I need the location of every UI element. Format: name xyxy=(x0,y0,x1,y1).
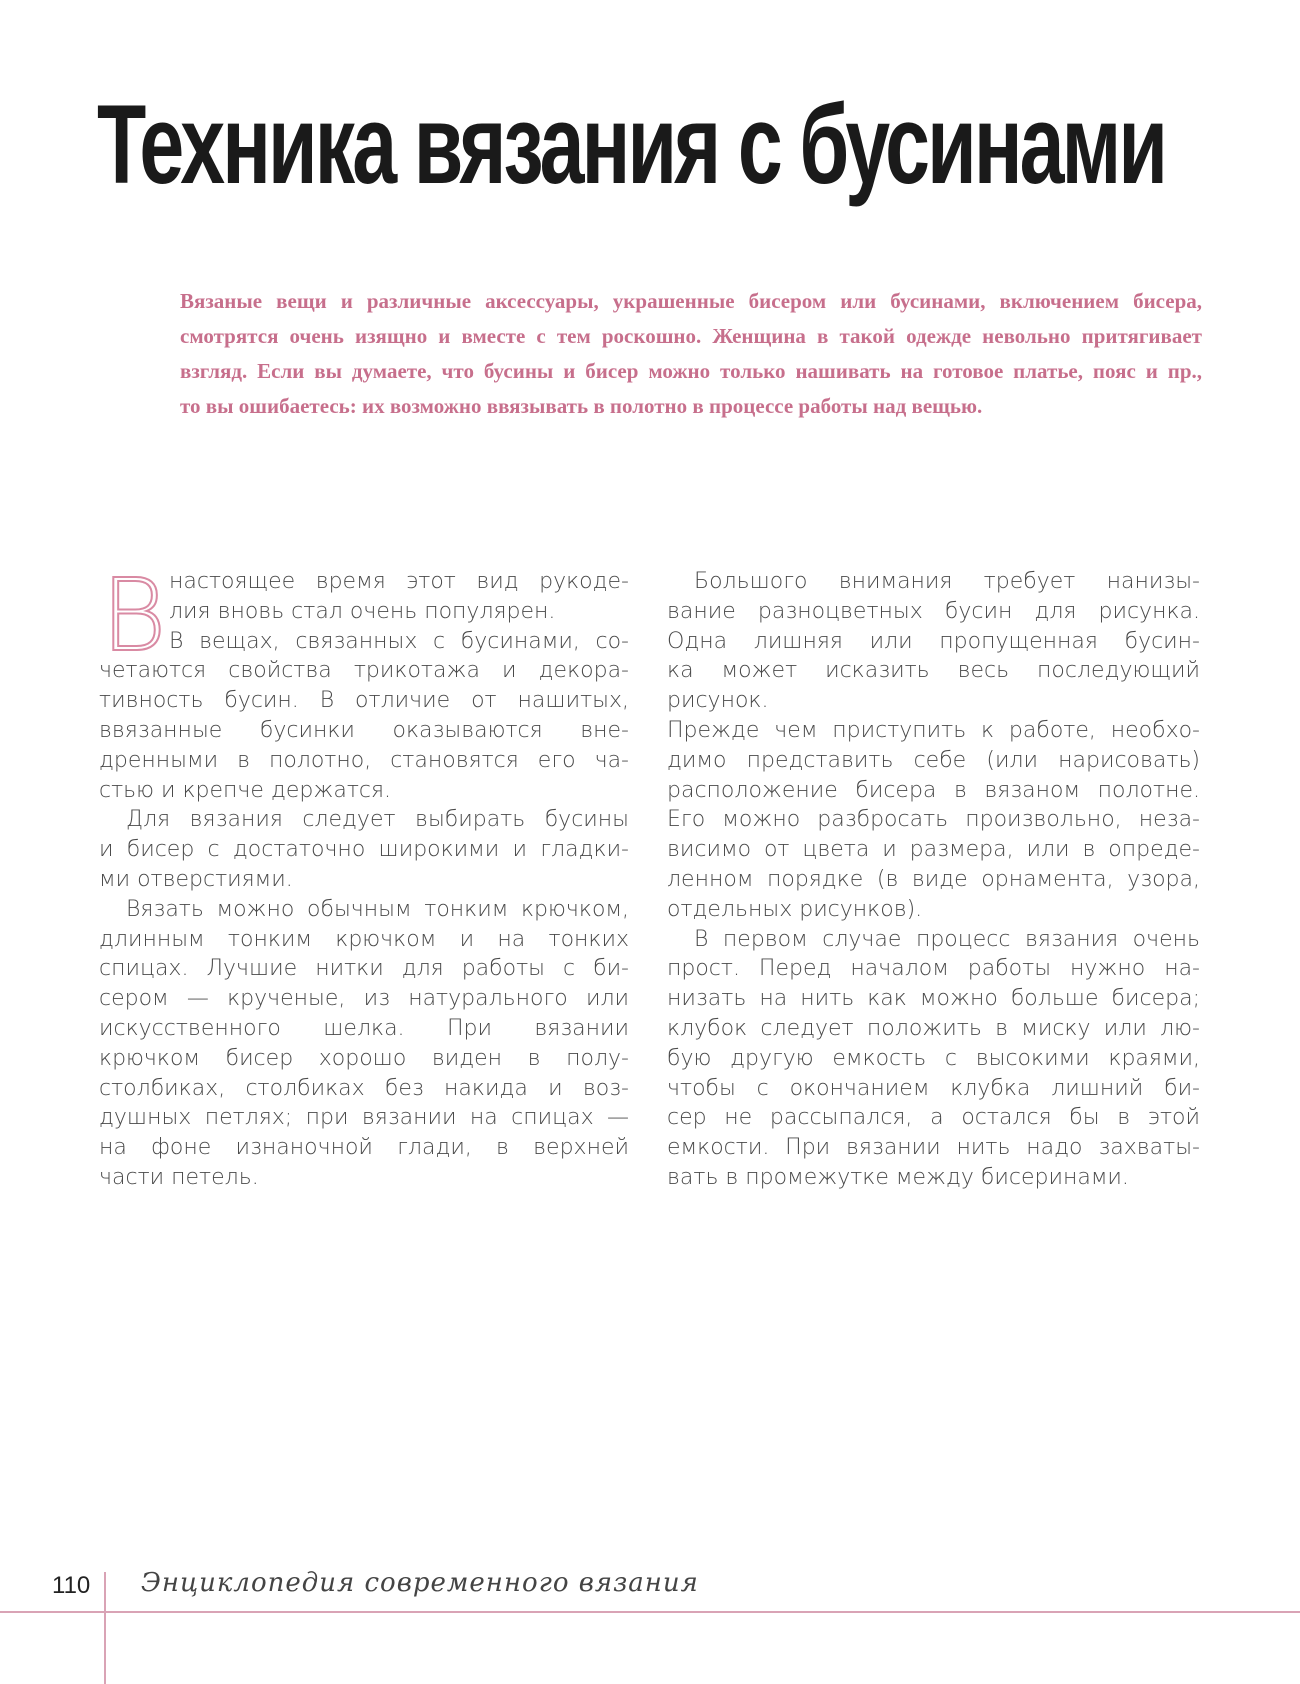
text-line: димо представить себе (или нарисовать) xyxy=(667,747,1200,773)
text-line: искусственного шелка. При вязании xyxy=(99,1015,629,1041)
text-line: бую другую емкость с высокими краями, xyxy=(667,1045,1200,1071)
text-line: клубок следует положить в миску или лю- xyxy=(667,1015,1200,1041)
text-line: Одна лишняя или пропущенная бусин- xyxy=(667,628,1200,654)
lead-paragraph xyxy=(180,284,1202,424)
text-line: на фоне изнаночной глади, в верхней xyxy=(99,1135,629,1161)
text-line: В первом случае процесс вязания очень xyxy=(694,926,1200,952)
text-line: ка может исказить весь последующий xyxy=(667,658,1200,684)
text-line: душных петлях; при вязании на спицах — xyxy=(99,1105,629,1131)
text-line: Вязать можно обычным тонким крючком, xyxy=(126,896,629,922)
text-line: крючком бисер хорошо виден в полу- xyxy=(99,1045,629,1071)
text-line: четаются свойства трикотажа и декора- xyxy=(99,658,629,684)
page-number: 110 xyxy=(52,1572,91,1599)
text-line: вание разноцветных бусин для рисунка. xyxy=(667,598,1200,624)
lead-line: Вязаные вещи и различные аксессуары, украшенные бисером или бусинами, включением бисера, xyxy=(180,289,1202,313)
text-line: Большого внимания требует нанизы- xyxy=(694,569,1200,594)
page-title: Техника вязания с бусинами xyxy=(97,82,1166,207)
text-line: расположение бисера в вязаном полотне. xyxy=(667,777,1200,803)
right-column xyxy=(667,567,1200,1193)
running-footer-title: Энциклопедия современного вязания xyxy=(141,1568,699,1598)
footer-vertical-rule xyxy=(104,1572,106,1684)
text-line: настоящее время этот вид рукоде- xyxy=(169,569,629,594)
footer-rule xyxy=(0,1611,1300,1613)
text-line: и бисер с достаточно широкими и гладки- xyxy=(99,837,629,863)
text-line: вать в промежутке между бисеринами. xyxy=(667,1164,1129,1190)
text-line: рисунок. xyxy=(667,688,769,714)
text-line: тивность бусин. В отличие от нашитых, xyxy=(99,688,629,714)
text-line: ленном порядке (в виде орнамента, узора, xyxy=(667,866,1200,892)
text-line: дренными в полотно, становятся его ча- xyxy=(99,747,629,773)
text-line: ввязанные бусинки оказываются вне- xyxy=(99,717,629,743)
text-line: чтобы с окончанием клубка лишний би- xyxy=(667,1075,1200,1101)
text-line: части петель. xyxy=(99,1164,259,1190)
text-line: сер не рассыпался, а остался бы в этой xyxy=(667,1105,1200,1131)
text-line: лия вновь стал очень популярен. xyxy=(169,598,556,624)
text-line: стью и крепче держатся. xyxy=(99,777,392,803)
text-line: ми отверстиями. xyxy=(99,866,293,892)
text-line: емкости. При вязании нить надо захваты- xyxy=(667,1135,1200,1161)
text-line: В вещах, связанных с бусинами, со- xyxy=(169,628,629,654)
text-line: Для вязания следует выбирать бусины xyxy=(126,807,629,833)
text-line: спицах. Лучшие нитки для работы с би- xyxy=(99,956,629,982)
text-line: отдельных рисунков). xyxy=(667,896,923,922)
drop-cap: В xyxy=(101,557,167,674)
text-line: низать на нить как можно больше бисера; xyxy=(667,986,1200,1012)
left-column xyxy=(99,557,629,1193)
lead-line: то вы ошибаетесь: их возможно ввязывать в полотно в процессе работы над вещью. xyxy=(180,394,983,418)
text-line: Его можно разбросать произвольно, неза- xyxy=(667,807,1200,833)
text-line: столбиках, столбиках без накида и воз- xyxy=(99,1075,629,1101)
text-line: висимо от цвета и размера, или в опреде- xyxy=(667,837,1200,863)
text-line: сером — крученые, из натурального или xyxy=(99,986,629,1012)
text-line: прост. Перед началом работы нужно на- xyxy=(667,956,1200,982)
lead-line: взгляд. Если вы думаете, что бусины и бисер можно только нашивать на готовое платье, пояс и пр., xyxy=(180,359,1202,383)
text-line: Прежде чем приступить к работе, необхо- xyxy=(667,717,1200,743)
text-line: длинным тонким крючком и на тонких xyxy=(99,926,629,952)
lead-line: смотрятся очень изящно и вместе с тем роскошно. Женщина в такой одежде невольно притягивает xyxy=(180,324,1202,348)
